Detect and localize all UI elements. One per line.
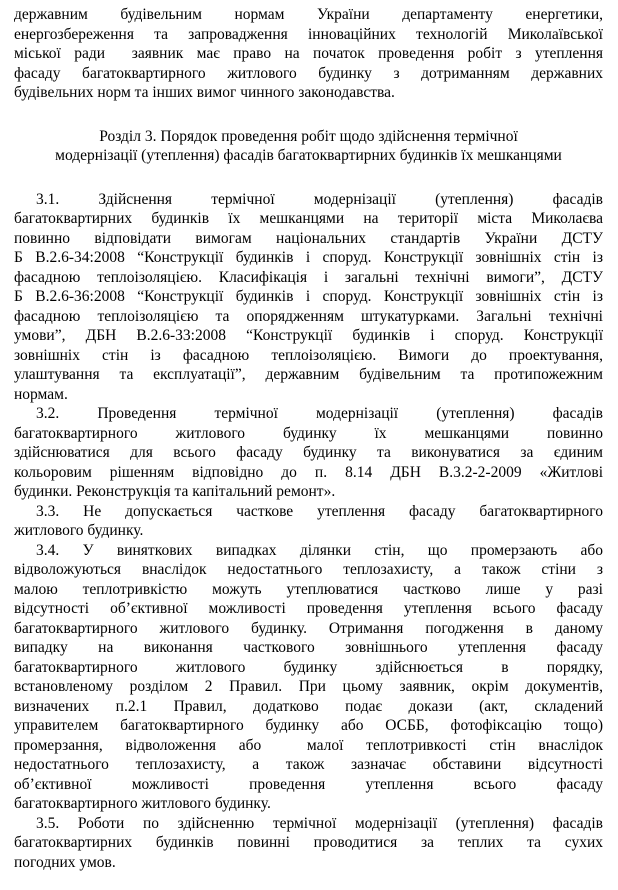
text-line: управителем багатоквартирного будинку або ОСББ, фотофіксацію тощо) [14, 717, 603, 734]
text-line: 3.4. У виняткових випадках ділянки стін, що промерзають або [36, 541, 603, 559]
paragraph [14, 5, 603, 103]
paragraph [14, 502, 603, 541]
text-line: 3.3. Не допускається часткове утеплення фасаду багатоквартирного [36, 502, 603, 520]
text-line: нормам. [14, 385, 68, 403]
text-line: багатоквартирного житлового будинку. [14, 795, 271, 812]
text-line: визначених п.2.1 Правил, додатково подає докази (акт, складений [14, 697, 603, 715]
section-heading [14, 127, 603, 166]
text-line: модернізації (утеплення) фасадів багатоквартирних будинків їх мешканцями [55, 147, 562, 164]
text-line: багатоквартирних будинків їх мешканцями на території міста Миколаєва [14, 210, 603, 227]
text-line: будинки. Реконструкція та капітальний ремонт». [14, 483, 336, 500]
text-line: промерзання, відволоження або малої теплотривкості стін внаслідок [14, 736, 603, 754]
text-line: кольоровим рішенням відповідно до п. 8.14 ДБН В.3.2-2-2009 «Житлові [14, 463, 603, 481]
paragraph [14, 404, 603, 502]
text-line: міської ради заявник має право на початок проведення робіт з утеплення [14, 45, 603, 62]
text-line: об’єктивної можливості проведення утеплення всього фасаду [14, 775, 603, 793]
text-line: відволожуються внаслідок недостатнього теплозахисту, а також стіни з [14, 561, 603, 578]
text-line: погодних умов. [14, 853, 116, 871]
text-line: випадку на виконання часткового зовнішнього утеплення фасаду [14, 639, 603, 656]
text-line: Б В.2.6-36:2008 “Конструкції будинків і споруд. Конструкції зовнішніх стін із [14, 288, 603, 305]
text-line: зовнішніх стін із фасадною теплоізоляцією. Вимоги до проектування, [14, 346, 603, 364]
text-line: відсутності об’єктивної можливості проведення утеплення всього фасаду [14, 600, 603, 617]
text-line: фасаду багатоквартирного житлового будинку з дотриманням державних [14, 64, 603, 82]
text-line: 3.1. Здійснення термічної модернізації (утеплення) фасадів [36, 190, 603, 208]
text-line: улаштування та експлуатації”, державним будівельним та протипожежним [14, 366, 603, 383]
text-line: здійснюватися для всього фасаду будинку та виконуватися за єдиним [14, 444, 603, 461]
text-line: недостатнього теплозахисту, а також зазначає обставини відсутності [14, 756, 603, 773]
text-line: державним будівельним нормам України департаменту енергетики, [14, 6, 603, 23]
text-line: багатоквартирного житлового будинку здійснюється в порядку, [14, 658, 603, 676]
text-line: Б В.2.6-34:2008 “Конструкції будинків і споруд. Конструкції зовнішніх стін із [14, 249, 603, 266]
text-line: багатоквартирного житлового будинку. Отримання погодження в даному [14, 619, 603, 637]
paragraph [14, 814, 603, 873]
text-line: енергозбереження та запровадження інноваційних технологій Миколаївської [14, 25, 603, 43]
text-line: умови”, ДБН В.2.6-33:2008 “Конструкції будинків і споруд. Конструкції [14, 327, 603, 344]
text-line: житлового будинку. [14, 522, 144, 539]
text-line: фасадною теплоізоляцією та опорядженням штукатурками. Загальні технічні [14, 307, 603, 325]
text-line: 3.2. Проведення термічної модернізації (утеплення) фасадів [36, 405, 603, 422]
text-line: багатоквартирних будинків повинні проводитися за теплих та сухих [14, 834, 603, 851]
text-line: Розділ 3. Порядок проведення робіт щодо здійснення термічної [99, 127, 518, 145]
paragraph [14, 541, 603, 814]
text-line: багатоквартирного житлового будинку їх мешканцями повинно [14, 424, 603, 442]
text-line: встановленому розділом 2 Правил. При цьому заявник, окрім документів, [14, 678, 603, 695]
text-line: фасадною теплоізоляцією. Класифікація і загальні технічні вимоги”, ДСТУ [14, 268, 603, 286]
text-line: будівельних норм та інших вимог чинного законодавства. [14, 84, 395, 101]
paragraph [14, 190, 603, 405]
text-line: малою теплотривкістю можуть утеплюватися частково лише у разі [14, 580, 603, 598]
text-line: повинно відповідати вимогам національних стандартів України ДСТУ [14, 229, 603, 247]
text-line: 3.5. Роботи по здійсненню термічної модернізації (утеплення) фасадів [36, 814, 603, 832]
